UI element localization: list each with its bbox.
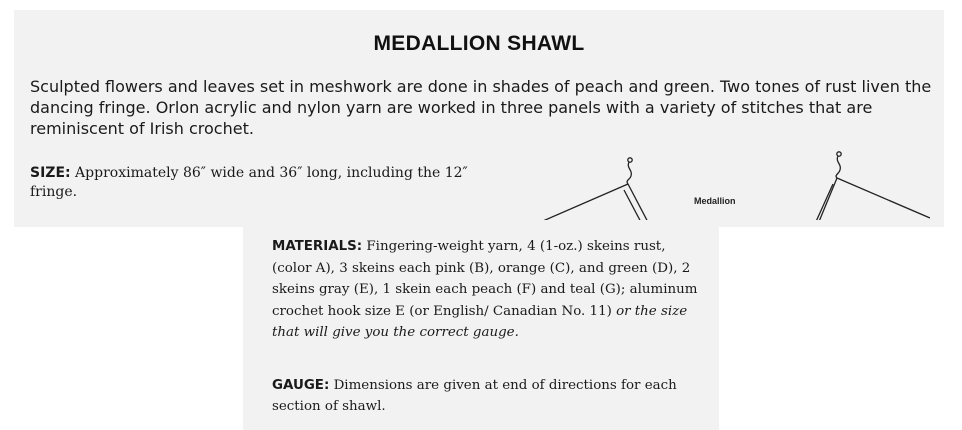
diagram-left-loop <box>628 158 632 162</box>
materials-text: Fingering-weight yarn, 4 (1-oz.) skeins rust, (color A), 3 skeins each pink (B), orange (C), and green (D), 2 skeins gray (E), 1 skein each peach (F) and teal (G); aluminum crochet hook size E (or English/ Canadian No. 11) <box>272 239 698 319</box>
materials-paragraph <box>272 236 708 344</box>
gauge-label: GAUGE: <box>272 378 330 393</box>
size-paragraph <box>30 164 480 202</box>
diagram-right-hook <box>836 156 840 178</box>
page-title: MEDALLION SHAWL <box>373 32 585 55</box>
diagram-right-edge-left2 <box>814 184 833 220</box>
diagram-right-edge-left <box>818 178 837 220</box>
gauge-paragraph <box>272 375 708 417</box>
diagram-right-loop <box>837 152 841 156</box>
diagram-right-edge-outer <box>837 178 930 218</box>
size-text: Approximately 86″ wide and 36″ long, including the 12″ fringe. <box>30 165 468 200</box>
diagram-left-edge-inner <box>628 184 650 220</box>
medallion-diagram-label: Medallion <box>694 196 736 206</box>
diagram-left-hook <box>627 162 631 184</box>
diagram-left-edge-outer <box>536 184 628 220</box>
materials-italic-note: or the size that will give you the correct gauge. <box>272 303 688 340</box>
lower-page-fragment <box>243 227 719 430</box>
gauge-text: Dimensions are given at end of directions for each section of shawl. <box>272 378 677 414</box>
materials-label: MATERIALS: <box>272 239 363 254</box>
intro-paragraph: Sculpted flowers and leaves set in meshwork are done in shades of peach and green. Two tones of rust liven the dancing fringe. Orlon acrylic and nylon yarn are worked in three panels with a variety of stitches that are reminiscent of Irish crochet. <box>30 77 932 138</box>
shawl-diagram <box>500 140 930 220</box>
size-label: SIZE: <box>30 165 71 181</box>
